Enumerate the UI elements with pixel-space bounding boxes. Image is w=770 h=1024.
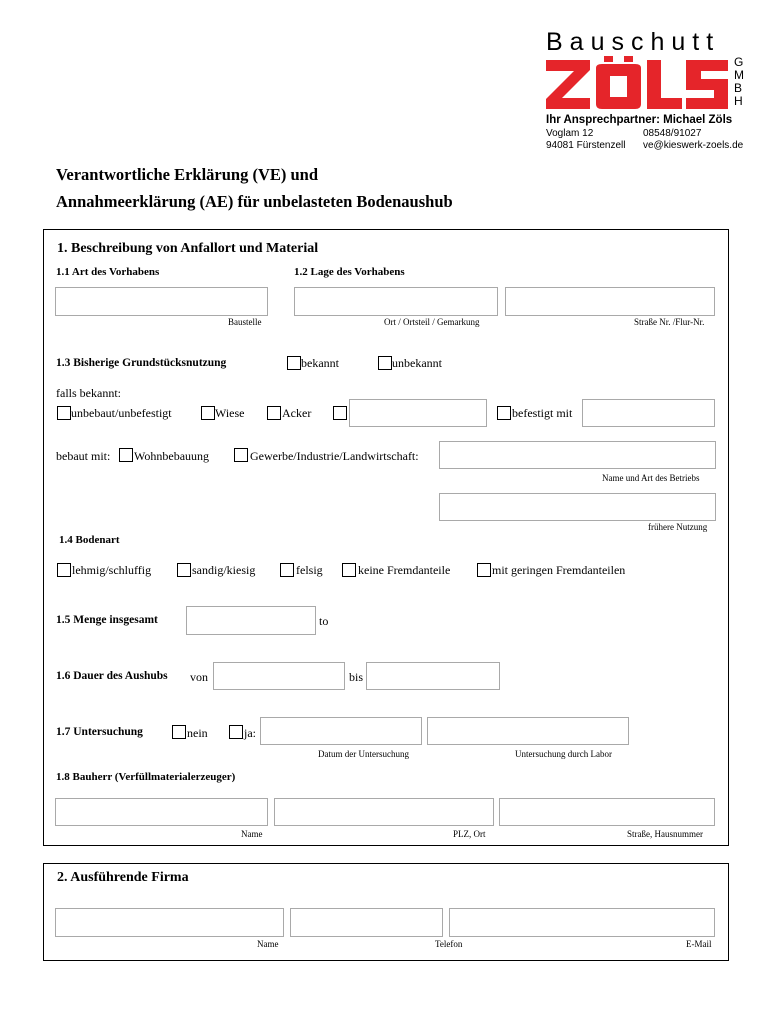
ort-input[interactable]	[294, 287, 498, 316]
lage-label: 1.2 Lage des Vorhabens	[294, 266, 405, 278]
bauherr-label: 1.8 Bauherr (Verfüllmaterialerzeuger)	[56, 771, 236, 783]
sonstige-nutzung-input[interactable]	[349, 399, 487, 427]
document-title-line2: Annahmeerklärung (AE) für unbelasteten Bodenaushub	[56, 192, 453, 211]
label-lehmig: lehmig/schluffig	[72, 563, 152, 577]
checkbox-wiese[interactable]	[201, 406, 215, 420]
gmbh-letter: M	[734, 68, 744, 82]
nutzung-label: 1.3 Bisherige Grundstücksnutzung	[56, 357, 227, 369]
label-acker: Acker	[282, 406, 312, 420]
document-title-line1: Verantwortliche Erklärung (VE) und	[56, 165, 319, 184]
label-befestigt: befestigt mit	[512, 406, 573, 420]
label-unbekannt: unbekannt	[392, 356, 442, 370]
fruehere-nutzung-input[interactable]	[439, 493, 716, 521]
menge-input[interactable]	[186, 606, 316, 635]
firma-email-input[interactable]	[449, 908, 715, 937]
checkbox-bekannt[interactable]	[287, 356, 301, 370]
caption-strasse-flur: Straße Nr. /Flur-Nr.	[634, 317, 705, 327]
checkbox-felsig[interactable]	[280, 563, 294, 577]
contact-person: Ihr Ansprechpartner: Michael Zöls	[546, 114, 733, 126]
checkbox-geringe-fremdanteile[interactable]	[477, 563, 491, 577]
section-1-heading: 1. Beschreibung von Anfallort und Material	[57, 241, 319, 256]
caption-datum-untersuchung: Datum der Untersuchung	[318, 749, 409, 759]
caption-bauherr-plz: PLZ, Ort	[453, 829, 486, 839]
caption-firma-email: E-Mail	[686, 939, 712, 949]
labor-input[interactable]	[427, 717, 629, 745]
checkbox-keine-fremdanteile[interactable]	[342, 563, 356, 577]
caption-baustelle: Baustelle	[228, 317, 262, 327]
gmbh-letter: B	[734, 81, 743, 95]
checkbox-wohnbebauung[interactable]	[119, 448, 133, 462]
label-geringe-fremdanteile: mit geringen Fremdanteilen	[492, 563, 626, 577]
label-bekannt: bekannt	[301, 356, 339, 370]
von-label: von	[190, 670, 208, 684]
company-phone: 08548/91027	[643, 128, 702, 139]
bis-label: bis	[349, 670, 364, 684]
betrieb-input[interactable]	[439, 441, 716, 469]
checkbox-unbebaut[interactable]	[57, 406, 71, 420]
strasse-flur-input[interactable]	[505, 287, 715, 316]
bebaut-mit-label: bebaut mit:	[56, 449, 111, 463]
checkbox-gewerbe[interactable]	[234, 448, 248, 462]
label-sandig: sandig/kiesig	[192, 563, 256, 577]
bauherr-name-input[interactable]	[55, 798, 268, 826]
address-line1: Voglam 12	[546, 128, 594, 139]
label-wohnbebauung: Wohnbebauung	[134, 449, 210, 463]
baustelle-input[interactable]	[55, 287, 268, 316]
checkbox-unbekannt[interactable]	[378, 356, 392, 370]
art-label: 1.1 Art des Vorhabens	[56, 266, 160, 278]
menge-label: 1.5 Menge insgesamt	[56, 614, 158, 626]
label-unbebaut: unbebaut/unbefestigt	[71, 406, 172, 420]
label-wiese: Wiese	[215, 406, 245, 420]
bauherr-strasse-input[interactable]	[499, 798, 715, 826]
datum-untersuchung-input[interactable]	[260, 717, 422, 745]
label-nein: nein	[187, 726, 208, 740]
befestigt-mit-input[interactable]	[582, 399, 715, 427]
dauer-von-input[interactable]	[213, 662, 345, 690]
caption-firma-telefon: Telefon	[435, 939, 463, 949]
label-ja: ja:	[244, 726, 256, 740]
checkbox-ja[interactable]	[229, 725, 243, 739]
label-gewerbe: Gewerbe/Industrie/Landwirtschaft:	[250, 449, 419, 463]
checkbox-nein[interactable]	[172, 725, 186, 739]
firma-name-input[interactable]	[55, 908, 284, 937]
checkbox-lehmig[interactable]	[57, 563, 71, 577]
bauherr-plz-ort-input[interactable]	[274, 798, 494, 826]
caption-labor: Untersuchung durch Labor	[515, 749, 612, 759]
gmbh-letter: G	[734, 55, 744, 69]
caption-bauherr-strasse: Straße, Hausnummer	[627, 829, 703, 839]
falls-bekannt-label: falls bekannt:	[56, 386, 121, 400]
address-line2: 94081 Fürstenzell	[546, 140, 626, 151]
dauer-bis-input[interactable]	[366, 662, 500, 690]
caption-firma-name: Name	[257, 939, 279, 949]
caption-bauherr-name: Name	[241, 829, 263, 839]
untersuchung-label: 1.7 Untersuchung	[56, 726, 143, 738]
company-word-bauschutt: Bauschutt	[546, 28, 721, 56]
label-felsig: felsig	[296, 563, 323, 577]
label-keine-fremdanteile: keine Fremdanteile	[358, 563, 451, 577]
checkbox-acker[interactable]	[267, 406, 281, 420]
firma-telefon-input[interactable]	[290, 908, 443, 937]
checkbox-befestigt[interactable]	[497, 406, 511, 420]
checkbox-sandig[interactable]	[177, 563, 191, 577]
gmbh-letter: H	[734, 94, 743, 108]
bodenart-label: 1.4 Bodenart	[59, 534, 120, 546]
caption-ort: Ort / Ortsteil / Gemarkung	[384, 317, 480, 327]
unit-to: to	[319, 614, 329, 628]
checkbox-sonstige[interactable]	[333, 406, 347, 420]
company-logo-icon	[544, 56, 730, 112]
dauer-label: 1.6 Dauer des Aushubs	[56, 670, 168, 682]
caption-betrieb: Name und Art des Betriebs	[602, 473, 700, 483]
gmbh-vertical	[734, 56, 744, 108]
section-2-heading: 2. Ausführende Firma	[57, 870, 189, 885]
caption-fruehere-nutzung: frühere Nutzung	[648, 522, 708, 532]
company-email: ve@kieswerk-zoels.de	[643, 140, 744, 151]
